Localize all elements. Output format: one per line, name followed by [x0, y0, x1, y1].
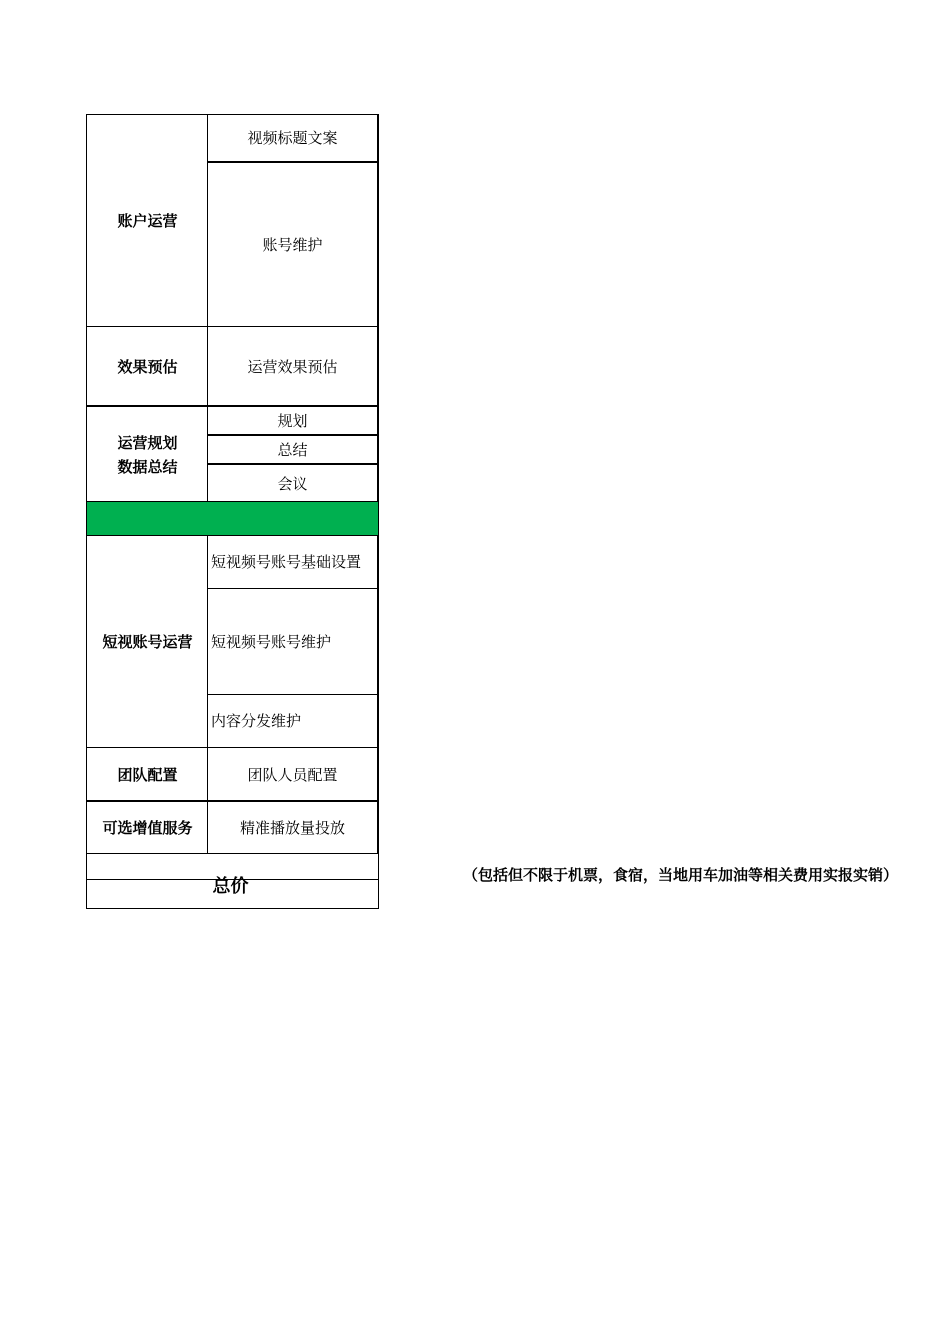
item-label: 团队人员配置 — [247, 765, 338, 784]
category-label: 效果预估 — [117, 357, 178, 376]
item-label: 精准播放量投放 — [239, 818, 345, 837]
item-label: 内容分发维护 — [211, 712, 302, 730]
item-account-maintenance — [207, 163, 379, 327]
item-summary — [207, 434, 379, 464]
item-meeting — [207, 463, 379, 502]
item-short-video-basic-setup — [207, 535, 379, 589]
category-short-video-account-operation — [86, 535, 208, 748]
category-optional-value-added — [86, 800, 208, 854]
category-effect-estimate — [86, 326, 208, 406]
item-precise-view-delivery — [207, 800, 379, 854]
item-team-staff-config — [207, 747, 379, 801]
category-planning-summary — [86, 405, 208, 502]
category-label-line2: 数据总结 — [117, 457, 178, 476]
item-label: 运营效果预估 — [247, 357, 338, 376]
item-short-video-maintenance — [207, 589, 379, 695]
item-label: 会议 — [277, 474, 308, 493]
item-label: 账号维护 — [262, 236, 323, 254]
category-label-line1: 运营规划 — [117, 433, 178, 452]
category-team-config — [86, 747, 208, 801]
category-label: 团队配置 — [117, 765, 178, 784]
item-video-title-copy — [207, 114, 379, 163]
item-label: 短视频号账号维护 — [211, 632, 332, 651]
section-divider — [86, 501, 379, 536]
category-label: 可选增值服务 — [102, 818, 193, 837]
category-label: 账户运营 — [117, 212, 178, 230]
item-label: 总结 — [277, 441, 308, 459]
item-label: 规划 — [277, 412, 308, 430]
item-planning — [207, 405, 379, 435]
item-operation-effect-estimate — [207, 326, 379, 406]
item-label: 视频标题文案 — [247, 129, 338, 147]
total-row — [86, 876, 379, 909]
category-label: 短视账号运营 — [102, 633, 193, 651]
total-label: 总价 — [212, 876, 249, 897]
expense-note: （包括但不限于机票，食宿，当地用车加油等相关费用实报实销） — [463, 866, 899, 884]
category-account-operation — [86, 114, 208, 327]
item-label: 短视频号账号基础设置 — [211, 553, 362, 571]
item-content-distribution — [207, 694, 379, 748]
